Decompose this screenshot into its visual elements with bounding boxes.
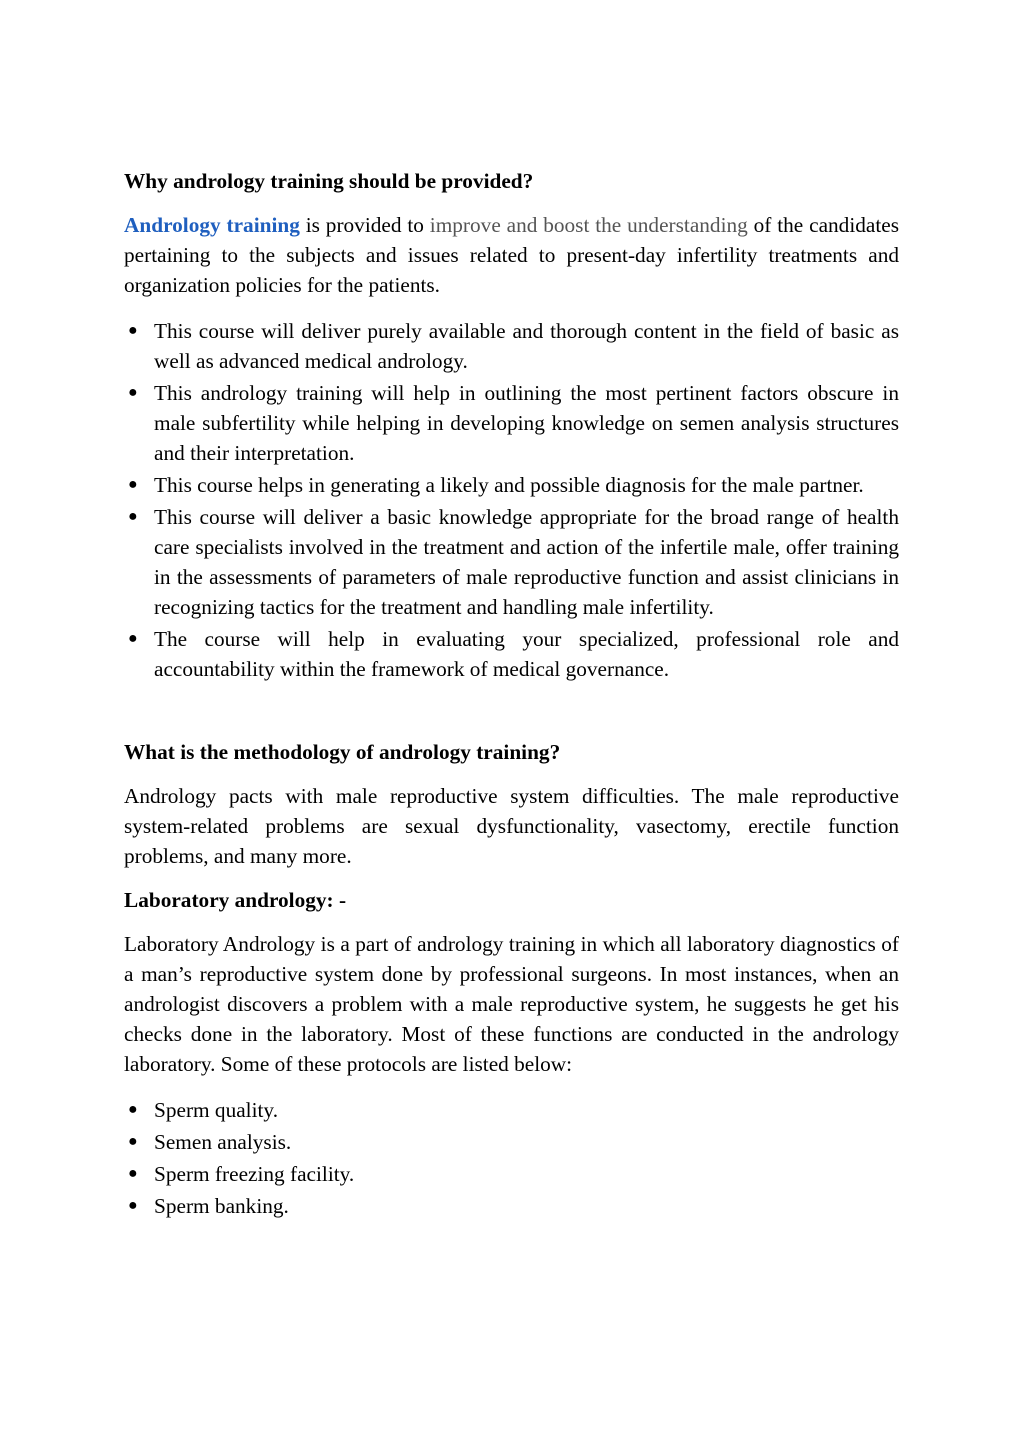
bullet-dot-icon: ● [128,1197,138,1214]
intro-highlight-link[interactable]: improve and boost the understanding [429,213,748,237]
methodology-paragraph: Andrology pacts with male reproductive system difficulties. The male reproductive system-related problems are sexual dysfunctionality, vasectomy, erectile function problems, and many more. [124,784,899,868]
bullet-dot-icon: ● [128,630,138,647]
benefits-list [124,316,899,684]
list-item [124,378,899,468]
document-page [124,166,899,1223]
list-item-text: This course will deliver purely available and thorough content in the field of basic as well as advanced medical andrology. [154,319,899,373]
andrology-training-link[interactable]: Andrology training [124,213,300,237]
list-item [124,1127,899,1157]
bullet-dot-icon: ● [128,1165,138,1182]
list-item-text: Sperm banking. [154,1194,289,1218]
list-item-text: This andrology training will help in outlining the most pertinent factors obscure in male subfertility while helping in developing knowledge on semen analysis structures and their interpretation. [154,381,899,465]
list-item-text: The course will help in evaluating your specialized, professional role and accountability within the framework of medical governance. [154,627,899,681]
bullet-dot-icon: ● [128,1101,138,1118]
bullet-dot-icon: ● [128,476,138,493]
list-item [124,1191,899,1221]
section-heading-laboratory: Laboratory andrology: - [124,888,347,912]
bullet-dot-icon: ● [128,322,138,339]
list-item-text: Sperm quality. [154,1098,279,1122]
list-item [124,470,899,500]
protocols-list [124,1095,899,1221]
list-item-text: Semen analysis. [154,1130,292,1154]
list-item [124,624,899,684]
list-item [124,1095,899,1125]
bullet-dot-icon: ● [128,1133,138,1150]
list-item-text: This course helps in generating a likely and possible diagnosis for the male partner. [154,473,864,497]
list-item [124,316,899,376]
laboratory-paragraph: Laboratory Andrology is a part of andrology training in which all laboratory diagnostics of a man’s reproductive system done by professional surgeons. In most instances, when an andrologist discovers a problem with a male reproductive system, he suggests he get his checks done in the laboratory. Most of these functions are conducted in the andrology laboratory. Some of these protocols are listed below: [124,932,899,1076]
intro-text-part1: is provided to [299,213,430,237]
section-heading-why: Why andrology training should be provided? [124,169,534,193]
intro-text-part2: of the candidates pertaining to the subjects and issues related to present-day infertility treatments and organization policies for the patients. [124,213,899,297]
list-item-text: This course will deliver a basic knowledge appropriate for the broad range of health care specialists involved in the treatment and action of the infertile male, offer training in the assessments of parameters of male reproductive function and assist clinicians in recognizing tactics for the treatment and handling male infertility. [154,505,899,619]
bullet-dot-icon: ● [128,384,138,401]
section-heading-methodology: What is the methodology of andrology training? [124,740,561,764]
list-item-text: Sperm freezing facility. [154,1162,355,1186]
list-item [124,502,899,622]
bullet-dot-icon: ● [128,508,138,525]
intro-paragraph [124,210,899,300]
list-item [124,1159,899,1189]
